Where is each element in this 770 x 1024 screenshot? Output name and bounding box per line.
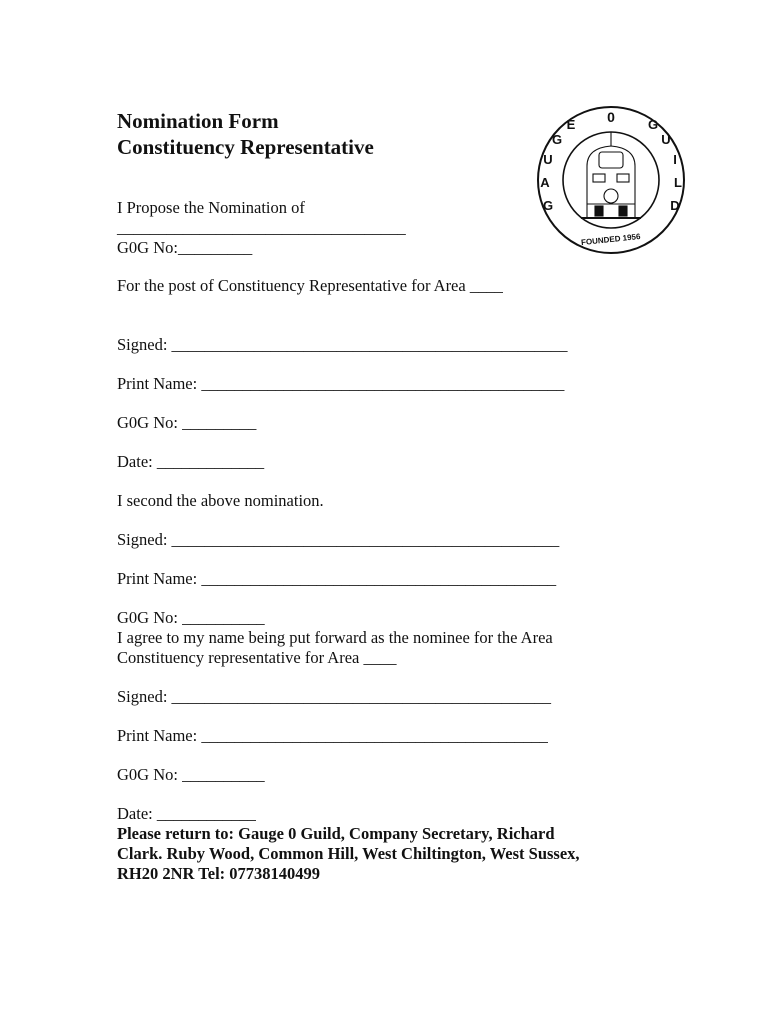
nominee-g0g-number-field[interactable]: G0G No: __________ xyxy=(117,765,265,784)
seconder-heading: I second the above nomination. xyxy=(117,491,324,510)
seal-left-letter-1: G xyxy=(542,198,554,213)
propose-text: I Propose the Nomination of xyxy=(117,198,305,217)
seal-top-number: 0 xyxy=(607,109,615,125)
seconder-signed-field[interactable]: Signed: _______________________________________________ xyxy=(117,530,560,549)
nominee-g0g-number[interactable]: G0G No:_________ xyxy=(117,238,253,257)
nominee-name-blank[interactable]: ___________________________________ xyxy=(117,218,406,237)
proposer-print-name-field[interactable]: Print Name: ____________________________________________ xyxy=(117,374,565,393)
nominee-agreement-area[interactable]: Constituency representative for Area ____ xyxy=(117,648,397,667)
nominee-print-name-field[interactable]: Print Name: __________________________________________ xyxy=(117,726,548,745)
proposer-date-field[interactable]: Date: _____________ xyxy=(117,452,265,471)
proposer-g0g-number-field[interactable]: G0G No: _________ xyxy=(117,413,257,432)
seal-right-letter-2: U xyxy=(661,132,671,147)
seal-right-letter-4: L xyxy=(674,175,682,190)
gauge-0-guild-seal-logo xyxy=(535,104,687,256)
return-address-line-1: Please return to: Gauge 0 Guild, Company Secretary, Richard xyxy=(117,824,555,843)
nominee-agreement-text: I agree to my name being put forward as the nominee for the Area xyxy=(117,628,553,647)
nominee-date-field[interactable]: Date: ____________ xyxy=(117,804,256,823)
return-address-line-3: RH20 2NR Tel: 07738140499 xyxy=(117,864,321,883)
seconder-print-name-field[interactable]: Print Name: ___________________________________________ xyxy=(117,569,557,588)
nominee-signed-field[interactable]: Signed: ______________________________________________ xyxy=(117,687,552,706)
return-address-line-2: Clark. Ruby Wood, Common Hill, West Chiltington, West Sussex, xyxy=(117,844,580,863)
seal-founded-text: FOUNDED 1956 xyxy=(580,231,641,248)
seal-left-letter-2: A xyxy=(540,175,550,190)
form-title: Nomination Form xyxy=(117,109,279,133)
seal-left-letter-4: G xyxy=(551,132,563,147)
proposer-signed-field[interactable]: Signed: ________________________________________________ xyxy=(117,335,568,354)
seal-right-letter-1: G xyxy=(647,117,659,132)
form-subtitle: Constituency Representative xyxy=(117,135,374,159)
seal-left-letter-5: E xyxy=(566,117,576,132)
post-area-text[interactable]: For the post of Constituency Representative for Area ____ xyxy=(117,276,503,295)
seal-right-letter-3: I xyxy=(673,152,677,167)
seal-right-letter-5: D xyxy=(670,198,680,213)
seconder-g0g-number-field[interactable]: G0G No: __________ xyxy=(117,608,265,627)
seal-left-letter-3: U xyxy=(543,152,553,167)
